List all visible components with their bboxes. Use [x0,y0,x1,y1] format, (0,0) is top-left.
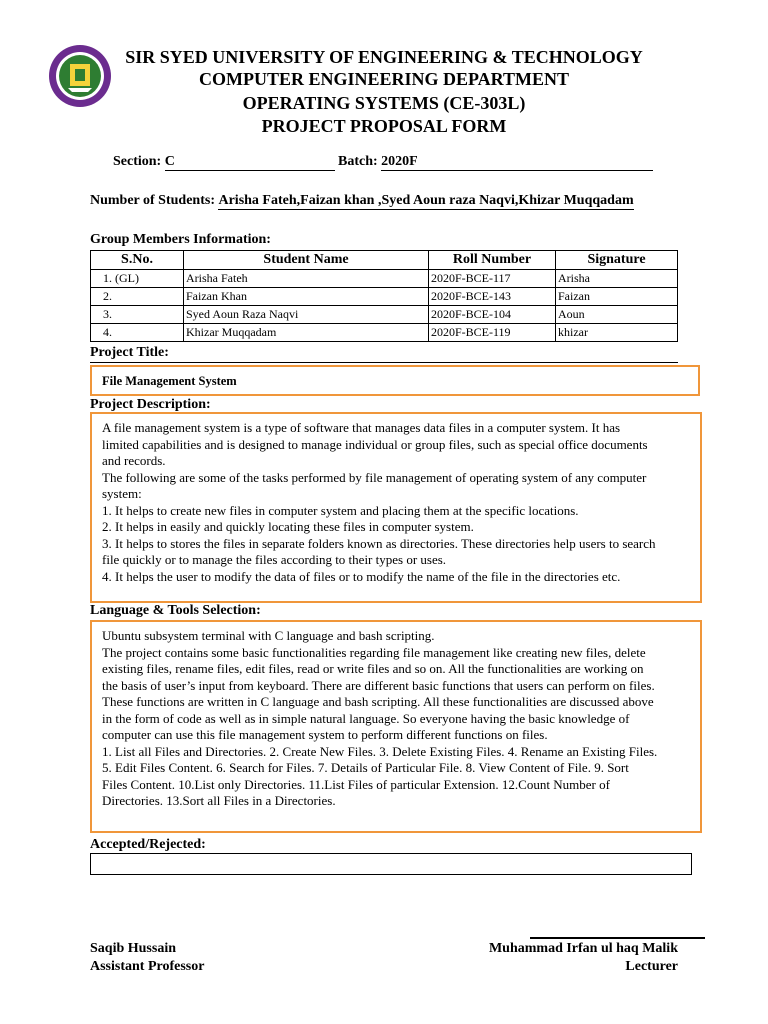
form-title: PROJECT PROPOSAL FORM [261,116,507,136]
language-line: existing files, rename files, edit files, read or write files and so on. All the functionalities are working on [102,661,644,676]
language-line: The project contains some basic functionalities regarding file management like creating new files, delete [102,644,646,660]
description-line: and records. [102,453,166,468]
table-row [91,288,678,306]
project-title-label: Project Title: [90,345,169,360]
right-signatory-title: Lecturer [625,959,678,974]
table-cell: 1. (GL) [91,270,184,288]
language-line: Ubuntu subsystem terminal with C language and bash scripting. [102,628,435,643]
table-cell: khizar [556,324,678,342]
table-cell: 3. [91,306,184,324]
table-row [91,324,678,342]
table-cell: 2020F-BCE-104 [429,306,556,324]
table-row [91,270,678,288]
group-members-heading: Group Members Information: [90,232,271,247]
table-cell: 2. [91,288,184,306]
table-header-row [91,251,678,270]
language-line: in the form of code as well as in simple natural language. So everyone having the basic knowledge of [102,710,630,726]
table-cell: 2020F-BCE-119 [429,324,556,342]
title-rule [90,362,678,363]
left-signatory-title: Assistant Professor [90,959,205,974]
project-description-box [90,412,702,603]
signature-line [530,937,705,939]
department-name: COMPUTER ENGINEERING DEPARTMENT [198,69,570,89]
table-cell: Syed Aoun Raza Naqvi [184,306,429,324]
course-title: OPERATING SYSTEMS (CE-303L) [242,93,526,113]
description-line: 4. It helps the user to modify the data of files or to modify the name of the file in the directories etc. [102,568,621,584]
description-line: 2. It helps in easily and quickly locating these files in computer system. [102,519,474,534]
section-label: Section: [113,154,162,169]
description-line: system: [102,486,142,501]
language-line: 1. List all Files and Directories. 2. Create New Files. 3. Delete Existing Files. 4. Rename an Existing Files. [102,743,658,759]
project-title-box [90,365,700,396]
table-cell: Arisha [556,270,678,288]
right-signatory-name: Muhammad Irfan ul haq Malik [488,941,678,956]
table-cell: Khizar Muqqadam [184,324,429,342]
group-members-table [90,250,678,342]
batch-value: 2020F [381,154,653,171]
batch-label: Batch: [338,154,378,169]
description-line: A file management system is a type of software that manages data files in a computer system. It has [102,420,621,435]
table-cell: Faizan Khan [184,288,429,306]
column-header: Roll Number [429,251,556,270]
project-description-label: Project Description: [90,397,211,412]
language-tools-label: Language & Tools Selection: [90,603,261,618]
project-title-value: File Management System [102,374,237,388]
language-line: the basis of user’s input from keyboard. There are different basic functions that users can perform on files. [102,677,655,693]
section-value: C [165,154,335,171]
language-line: computer can use this file management system to perform different functions on files. [102,727,548,742]
students-field [90,193,634,210]
table-cell: Arisha Fateh [184,270,429,288]
language-line: 5. Edit Files Content. 6. Search for Files. 7. Details of Particular File. 8. View Content of File. 9. Sort [102,760,629,775]
description-line: file quickly or to manage the files according to their types or uses. [102,552,447,567]
description-line: 1. It helps to create new files in computer system and placing them at the specific locations. [102,502,579,518]
column-header: Student Name [184,251,429,270]
column-header: S.No. [91,251,184,270]
table-cell: Faizan [556,288,678,306]
section-field [113,154,335,171]
table-cell: 2020F-BCE-143 [429,288,556,306]
students-value: Arisha Fateh,Faizan khan ,Syed Aoun raza Naqvi,Khizar Muqqadam [218,193,634,208]
university-name: SIR SYED UNIVERSITY OF ENGINEERING & TECHNOLOGY [125,47,643,67]
table-row [91,306,678,324]
students-label: Number of Students: [90,193,215,208]
language-line: Directories. 13.Sort all Files in a Directories. [102,793,336,808]
table-cell: Aoun [556,306,678,324]
accepted-rejected-label: Accepted/Rejected: [90,837,206,852]
language-line: These functions are written in C language and bash scripting. All these functionalities are discussed above [102,694,654,709]
column-header: Signature [556,251,678,270]
language-tools-box [90,620,702,833]
table-cell: 4. [91,324,184,342]
accepted-rejected-field[interactable] [90,853,692,875]
table-cell: 2020F-BCE-117 [429,270,556,288]
batch-field [338,154,653,171]
description-line: limited capabilities and is designed to manage individual or group files, such as special office documents [102,436,648,452]
description-line: 3. It helps to stores the files in separate folders known as directories. These directories help users to search [102,535,656,551]
language-line: Files Content. 10.List only Directories. 11.List Files of particular Extension. 12.Count Number of [102,776,610,792]
description-line: The following are some of the tasks performed by file management of operating system of any computer [102,469,647,485]
left-signatory-name: Saqib Hussain [90,941,176,956]
